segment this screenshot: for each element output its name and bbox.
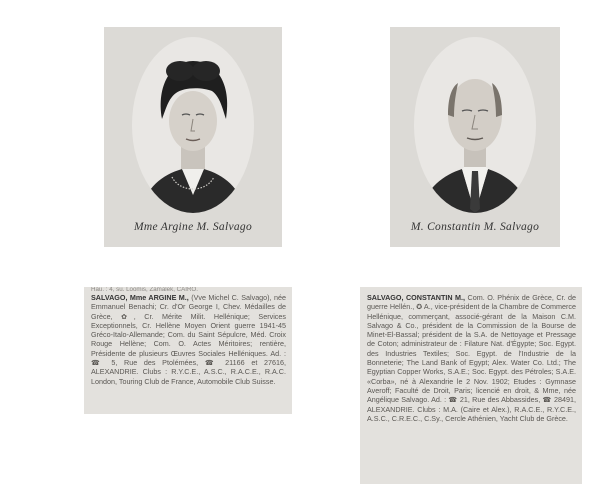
entry-text-argine: (Vve Michel C. Salvago), née Emmanuel Benachi; Cr. d'Or George I, Chev. Médailles de Grèce, ✿, Cr. Mérite Milit. Hellénique; Services Exceptionnels, Cr. Hellène Moyen Orient guerre 1941-45 Gréco-Italo-Allemande; Com. du Saint Sépulcre, Méd. Croix Rouge Hellène; Com. O. Actes Méritoires; rentière, Présidente de plusieurs Œuvres Sociales Helléniques. Ad. : ☎ 5, Rue des Ptolémées, ☎ 21166 et 27616, ALEXANDRIE. Clubs : R.Y.C.E., A.S.C., R.A.C.E., R.A.C. London, Touring Club de France, Automobile Club Suisse.	[91, 293, 286, 386]
portrait-left	[104, 27, 282, 247]
entry-name-constantin: SALVAGO, CONSTANTIN M.,	[367, 293, 468, 302]
clipped-previous-entry-line: Hau. : 4, su. Loomis, Zamalek, CAIRO.	[91, 287, 198, 293]
portrait-caption-left: Mme Argine M. Salvago	[133, 221, 253, 233]
portrait-photo-woman	[132, 37, 254, 213]
entry-name-argine: SALVAGO, Mme ARGINE M.,	[91, 293, 192, 302]
portrait-caption-right: M. Constantin M. Salvago	[410, 221, 540, 233]
portrait-right	[390, 27, 560, 247]
portrait-photo-man	[414, 37, 536, 213]
entry-text-constantin: Com. O. Phénix de Grèce, Cr. de guerre Hellén., ✪ A., vice-président de la Chambre de Commerce Hellénique, commerçant, associé-gérant de la Maison C.M. Salvago & Co., président de la Commission de la Bourse de Minet-El-Bassal; président de la S.A. de Nettoyage et Pressage de Coton; administrateur de : Filature Nat. d'Égypte; Soc. Egypt. des Industries Textiles; Soc. Egypt. de l'Industrie de la Bonneterie; The Land Bank of Egypt; Alex. Water Co. Ltd.; The Egyptian Copper Works, S.A.E.; Soc. Egypt. des Pétroles; S.A.E. «Corba», né à Alexandrie le 2 Nov. 1902; Etudes : Gymnase Averoff; Faculté de Droit, Paris; licencié en droit, & Mme, née Angélique Salvago. Ad. : ☎ 21, Rue des Abbassides, ☎ 28491, ALEXANDRIE. Clubs : M.A. (Caire et Alex.), R.A.C.E., R.Y.C.E., A.S.C., C.R.E.C., C.Sy., Cercle Athénien, Yacht Club de Grèce.	[367, 293, 576, 423]
directory-entry-right	[360, 287, 582, 484]
directory-entry-left	[84, 287, 292, 414]
